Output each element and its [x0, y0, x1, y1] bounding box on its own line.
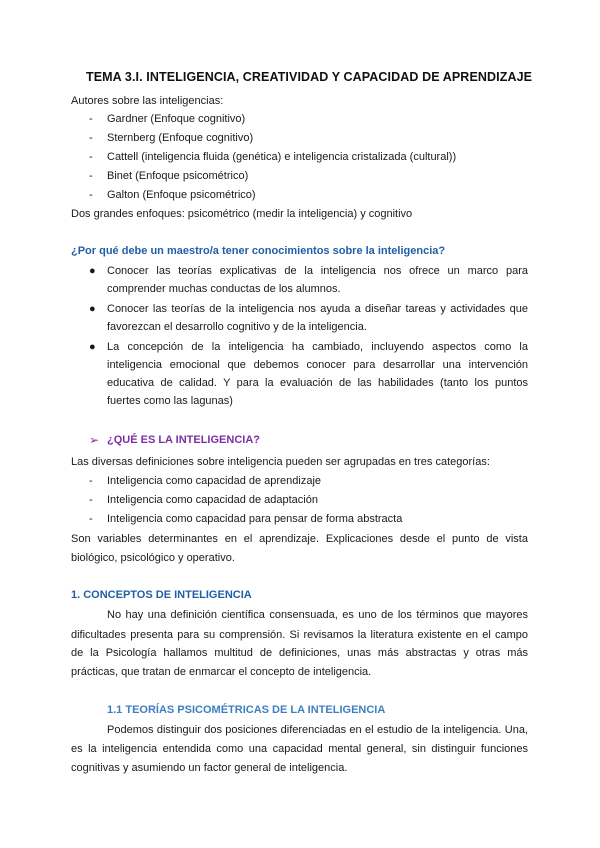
dash-marker: -	[89, 494, 93, 506]
section-1-text: No hay una definición científica consensuada, es uno de los términos que mayores	[107, 609, 528, 621]
reason-line: comprender muchas conductas de los alumnos.	[107, 283, 341, 295]
category-item: Inteligencia como capacidad de aprendizaje	[107, 475, 322, 487]
reason-line: La concepción de la inteligencia ha cambiado, incluyendo aspectos como la	[107, 341, 528, 353]
bullet-marker: ●	[89, 265, 96, 277]
author-item: Binet (Enfoque psicométrico)	[107, 170, 249, 182]
variables-text: Son variables determinantes en el aprendizaje. Explicaciones desde el punto de vista	[71, 533, 528, 545]
dash-marker: -	[89, 132, 93, 144]
bullet-marker: ●	[89, 341, 96, 353]
definitions-intro: Las diversas definiciones sobre inteligencia pueden ser agrupadas en tres categorías:	[71, 456, 490, 468]
approaches-text: Dos grandes enfoques: psicométrico (medir la inteligencia) y cognitivo	[71, 208, 413, 220]
reason-line: fuertes como las lagunas)	[107, 395, 233, 407]
author-item: Galton (Enfoque psicométrico)	[107, 189, 256, 201]
dash-marker: -	[89, 475, 93, 487]
dash-marker: -	[89, 170, 93, 182]
what-heading: ¿QUÉ ES LA INTELIGENCIA?	[107, 434, 260, 446]
document-title: TEMA 3.I. INTELIGENCIA, CREATIVIDAD Y CAPACIDAD DE APRENDIZAJE	[86, 70, 533, 84]
section-1-1-text: es la inteligencia entendida como una capacidad mental general, sin distinguir funciones	[71, 743, 528, 755]
section-1-1-heading: 1.1 TEORÍAS PSICOMÉTRICAS DE LA INTELIGENCIA	[107, 704, 386, 716]
category-item: Inteligencia como capacidad de adaptación	[107, 494, 318, 506]
section-1-heading: 1. CONCEPTOS DE INTELIGENCIA	[71, 589, 252, 601]
bullet-marker: ●	[89, 303, 96, 315]
reason-line: inteligencia emocional que debemos conocer para desarrollar una intervención	[107, 359, 528, 371]
arrow-bullet-icon: ➢	[89, 433, 100, 447]
reason-line: Conocer las teorías explicativas de la inteligencia nos ofrece un marco para	[107, 265, 528, 277]
author-item: Sternberg (Enfoque cognitivo)	[107, 132, 254, 144]
author-item: Gardner (Enfoque cognitivo)	[107, 113, 246, 125]
category-item: Inteligencia como capacidad para pensar de forma abstracta	[107, 513, 403, 525]
dash-marker: -	[89, 189, 93, 201]
dash-marker: -	[89, 113, 93, 125]
dash-marker: -	[89, 513, 93, 525]
section-1-1-text: cognitivas y asumiendo un factor general de inteligencia.	[71, 762, 348, 774]
section-1-text: prácticas, que tratan de enmarcar el concepto de inteligencia.	[71, 666, 372, 678]
section-1-text: de la Psicología hallamos multitud de definiciones, unas más abstractas y otras más	[71, 647, 528, 659]
dash-marker: -	[89, 151, 93, 163]
section-1-1-text: Podemos distinguir dos posiciones diferenciadas en el estudio de la inteligencia. Una,	[107, 724, 528, 736]
question-heading: ¿Por qué debe un maestro/a tener conocimientos sobre la inteligencia?	[71, 245, 446, 257]
reason-line: favorezcan el desarrollo cognitivo y de la inteligencia.	[107, 321, 367, 333]
reason-line: educativa de calidad. Y para la evaluación de las habilidades (tanto los puntos	[107, 377, 528, 389]
authors-intro: Autores sobre las inteligencias:	[71, 95, 224, 107]
reason-line: Conocer las teorías de la inteligencia nos ayuda a diseñar tareas y actividades que	[107, 303, 528, 315]
author-item: Cattell (inteligencia fluida (genética) e inteligencia cristalizada (cultural))	[107, 151, 457, 163]
variables-text: biológico, psicológico y operativo.	[71, 552, 235, 564]
section-1-text: dificultades presenta para su comprensión. Si revisamos la literatura existente en el campo	[71, 629, 528, 641]
